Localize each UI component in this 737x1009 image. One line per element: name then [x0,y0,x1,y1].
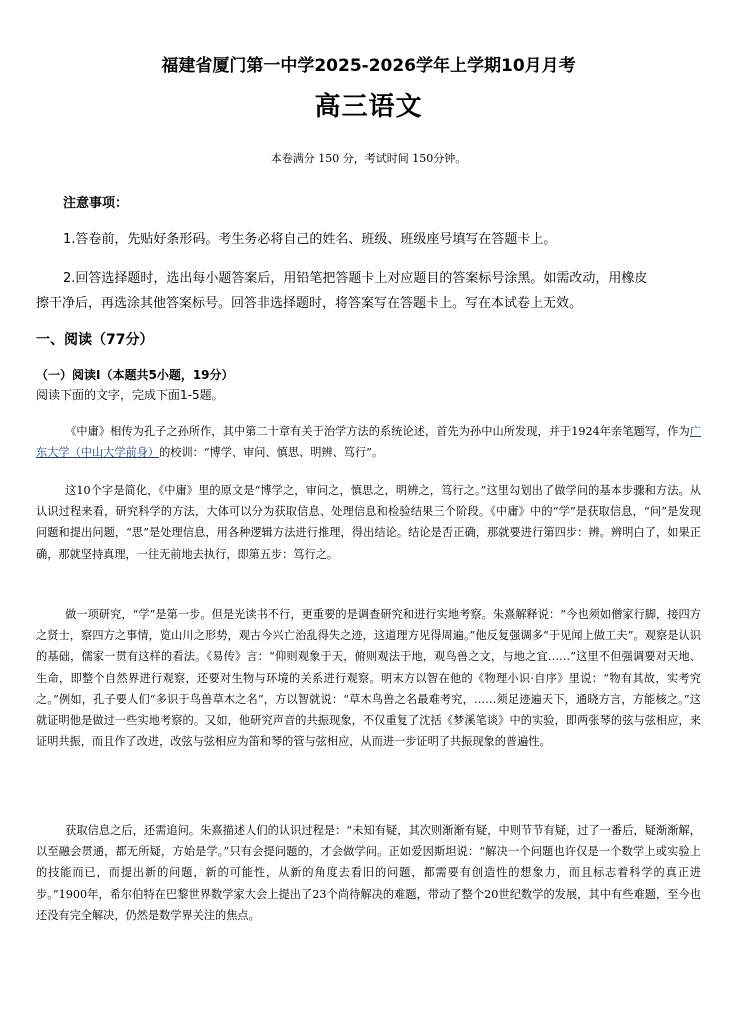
notice-item-1: 1.答卷前，先贴好条形码。考生务必将自己的姓名、班级、班级座号填写在答题卡上。 [63,232,557,247]
exam-info: 本卷满分 150 分，考试时间 150分钟。 [270,152,467,165]
paragraph-1-text-b: 的校训：“博学、审问、慎思、明辨、笃行”。 [159,446,384,460]
notice-item-2-line-1: 2.回答选择题时，选出每小题答案后，用铅笔把答题卡上对应题目的答案标号涂黑。如需改动，用橡皮 [63,271,648,286]
university-link[interactable]: 广东大学（中山大学前身） [36,425,701,460]
reading-instruction: 阅读下面的文字，完成下面1-5题。 [36,388,224,402]
passage-paragraph-3: 做一项研究，“学”是第一步。但是光读书不行，更重要的是调查研究和进行实地考察。朱熹解释说：“今也须如僧家行脚，接四方之贤士，察四方之事情，览山川之形势，观古今兴亡治乱得失之迹，这道理方见得周遍。”他反复强调多“于见闻上做工夫”。观察是认识的基础，儒家一贯有这样的看法。《易传》言：“仰则观象于天，俯则观法于地，观鸟兽之文，与地之宜……”这里不但强调要对天地、生命，即整个自然界进行观察，还要对生物与环境的关系进行观察。明末方以智在他的《物理小识·自序》里说：“物有其故，实考究之。”例如，孔子要人们“多识于鸟兽草木之名”，方以智就说：“草木鸟兽之名最难考究，……须足迹遍天下，通晓方言，方能核之。”这就证明他是做过一些实地考察的。又如，他研究声音的共振现象，不仅重复了沈括《梦溪笔谈》中的实验，即两张琴的弦与弦相应，来证明共振，而且作了改进，改弦与弦相应为笛和琴的管与弦相应，从而进一步证明了共振现象的普遍性。 [36,608,701,749]
subject-title: 高三语文 [314,92,423,122]
passage-paragraph-1 [36,421,701,463]
passage-paragraph-4: 获取信息之后，还需追问。朱熹描述人们的认识过程是：“未知有疑，其次则渐渐有疑，中则节节有疑，过了一番后，疑渐渐解，以至融会贯通，都无所疑，方始是学。”只有会提问题的，才会做学问。正如爱因斯坦说：“解决一个问题也许仅是一个数学上或实验上的技能而已，而提出新的问题，新的可能性，从新的角度去看旧的问题，都需要有创造性的想象力，而且标志着科学的真正进步。”1900年，希尔伯特在巴黎世界数学家大会上提出了23个尚待解决的难题，带动了整个20世纪数学的发展，其中有些难题，至今也还没有完全解决，仍然是数学界关注的焦点。 [36,824,701,922]
school-title: 福建省厦门第一中学2025-2026学年上学期10月月考 [161,56,576,76]
sub-heading: （一）阅读Ⅰ（本题共5小题，19分） [36,368,234,382]
section-heading: 一、阅读（77分） [36,332,154,348]
passage-paragraph-2: 这10个字是简化，《中庸》里的原文是“博学之，审问之，慎思之，明辨之，笃行之。”这里勾划出了做学问的基本步骤和方法。从认识过程来看，研究科学的方法，大体可以分为获取信息、处理信息和检验结果三个阶段。《中庸》中的“学”是获取信息，“问”是发现问题和提出问题，“思”是处理信息，用各种逻辑方法进行推理，得出结论。结论是否正确，那就要进行第四步：辨。辨明白了，如果正确，那就坚持真理，一往无前地去执行，即第五步：笃行之。 [36,484,701,561]
notice-item-2-line-2: 擦干净后，再选涂其他答案标号。回答非选择题时，将答案写在答题卡上。写在本试卷上无效。 [36,296,583,311]
notice-heading: 注意事项： [63,196,129,211]
paragraph-1-text-a: 《中庸》相传为孔子之孙所作，其中第二十章有关于治学方法的系统论述，首先为孙中山所发现，并于1924年亲笔题写，作为 [65,425,690,438]
